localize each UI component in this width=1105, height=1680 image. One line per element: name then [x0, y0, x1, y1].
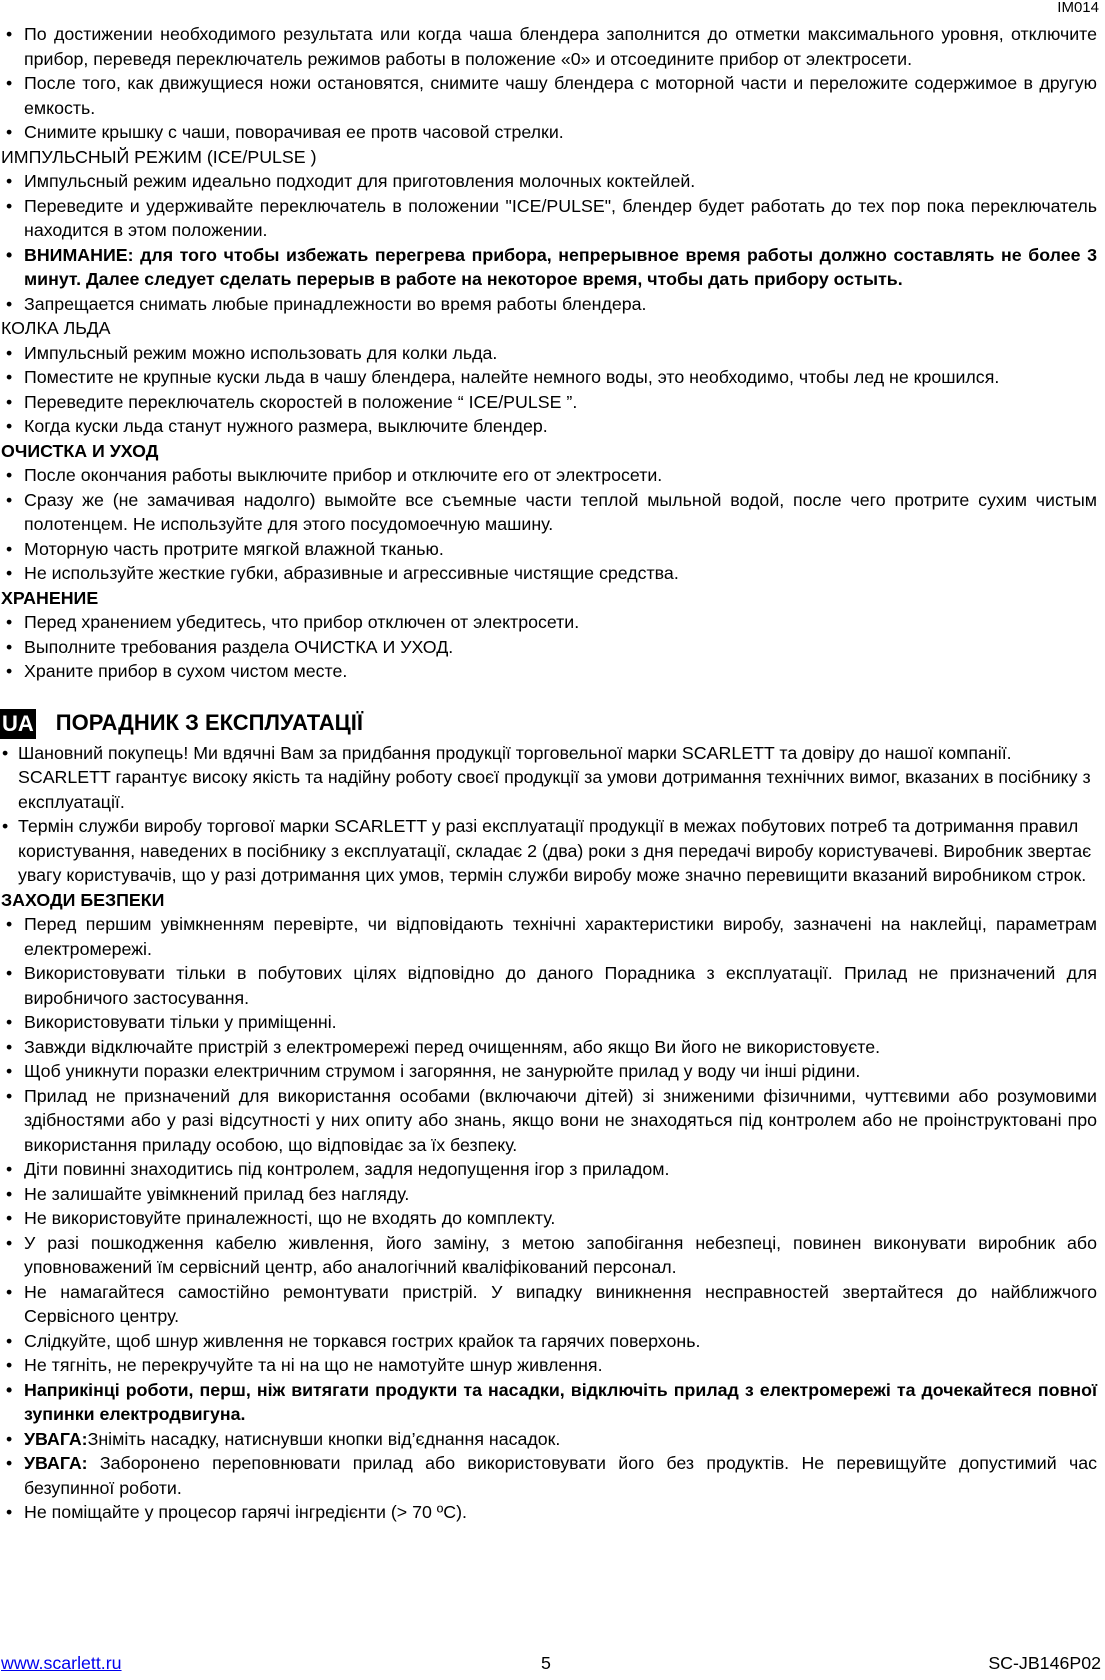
list-item: • Храните прибор в сухом чистом месте.: [0, 659, 1097, 684]
list-item: • Використовувати тільки в побутових цілях відповідно до даного Порадника з експлуатації. Прилад не призначений для виробничого застосування.: [0, 961, 1097, 1010]
list-item: • Моторную часть протрите мягкой влажной тканью.: [0, 537, 1097, 562]
list-item: • Термін служби виробу торгової марки SCARLETT у разі експлуатації продукції в межах побутових потреб та дотримання правил користування, наведених в посібнику з експлуатації, складає 2 (два) роки з дня передачі виробу користувачеві. Виробник звертає увагу користувачів, що у разі дотримання цих умов, термін служби виробу може значно перевищити вказаний виробником строк.: [0, 814, 1097, 888]
list-item: • Поместите не крупные куски льда в чашу блендера, налейте немного воды, это необходимо, чтобы лед не крошился.: [0, 365, 1097, 390]
model-number: SC-JB146P02: [988, 1653, 1101, 1673]
list-item: • Діти повинні знаходитись під контролем, задля недопущення ігор з приладом.: [0, 1157, 1097, 1182]
document-code: IM014: [1057, 0, 1099, 16]
warning-label: УВАГА:: [24, 1453, 88, 1473]
list-item: • Не використовуйте приналежності, що не входять до комплекту.: [0, 1206, 1097, 1231]
language-badge: UA: [0, 709, 36, 739]
warning-item: • Наприкінці роботи, перш, ніж витягати продукти та насадки, відключіть прилад з електромережі та дочекайтеся повної зупинки електродвигуна.: [0, 1378, 1097, 1427]
warning-text: Заборонено переповнювати прилад або використовувати його без продуктів. Не перевищуйте допустимий час безупинної роботи.: [24, 1453, 1097, 1498]
list-item: • Импульсный режим можно использовать для колки льда.: [0, 341, 1097, 366]
list-item: • Не залишайте увімкнений прилад без нагляду.: [0, 1182, 1097, 1207]
list-item: • У разі пошкодження кабелю живлення, його заміну, з метою запобігання небезпеці, повинен виконувати виробник або уповноважений їм сервісний центр, або аналогічний кваліфікований персонал.: [0, 1231, 1097, 1280]
list-item: • Слідкуйте, щоб шнур живлення не торкався гострих крайок та гарячих поверхонь.: [0, 1329, 1097, 1354]
ru-ice-list: [0, 341, 1097, 439]
list-item: • Завжди відключайте пристрій з електромережі перед очищенням, або якщо Ви його не використовуєте.: [0, 1035, 1097, 1060]
section-heading-care: ОЧИСТКА И УХОД: [1, 440, 159, 461]
list-item: • Шановний покупець! Ми вдячні Вам за придбання продукції торговельної марки SCARLETT та довіру до нашої компанії. SCARLETT гарантує високу якість та надійну роботу своєї продукції за умови дотримання технічних вимог, вказаних в посібнику з експлуатації.: [0, 741, 1097, 815]
ru-care-list: [0, 463, 1097, 586]
list-item: • По достижении необходимого результата или когда чаша блендера заполнится до отметки максимального уровня, отключите прибор, переведя переключатель режимов работы в положение «0» и отсоедините прибор от электросети.: [0, 22, 1097, 71]
list-item: • Импульсный режим идеально подходит для приготовления молочных коктейлей.: [0, 169, 1097, 194]
warning-label: УВАГА:: [24, 1428, 88, 1449]
list-item: • Не тягніть, не перекручуйте та ні на що не намотуйте шнур живлення.: [0, 1353, 1097, 1378]
warning-text: Зніміть насадку, натиснувши кнопки від’єднання насадок.: [87, 1428, 561, 1449]
ua-safety-list: [0, 912, 1097, 1525]
ru-pulse-list: [0, 169, 1097, 316]
warning-item: [0, 1451, 1097, 1500]
list-item: • Перед хранением убедитесь, что прибор отключен от электросети.: [0, 610, 1097, 635]
warning-item: [0, 1427, 1097, 1452]
list-item: • Переведите и удерживайте переключатель в положении "ICE/PULSE", блендер будет работать до тех пор пока переключатель находится в этом положении.: [0, 194, 1097, 243]
warning-item: • ВНИМАНИЕ: для того чтобы избежать перегрева прибора, непрерывное время работы должно составлять не более 3 минут. Далее следует сделать перерыв в работе на некоторое время, чтобы дать прибору остыть.: [0, 243, 1097, 292]
list-item: • После того, как движущиеся ножи остановятся, снимите чашу блендера с моторной части и переложите содержимое в другую емкость.: [0, 71, 1097, 120]
page-number: 5: [541, 1653, 551, 1673]
ru-storage-list: [0, 610, 1097, 684]
section-heading-ice: КОЛКА ЛЬДА: [1, 318, 111, 338]
list-item: • Перед першим увімкненням перевірте, чи відповідають технічні характеристики виробу, зазначені на наклейці, параметрам електромережі.: [0, 912, 1097, 961]
list-item: • После окончания работы выключите прибор и отключите его от электросети.: [0, 463, 1097, 488]
section-heading-pulse: ИМПУЛЬСНЫЙ РЕЖИМ (ICE/PULSE ): [1, 146, 317, 167]
section-heading-storage: ХРАНЕНИЕ: [1, 587, 99, 608]
list-item: • Не намагайтеся самостійно ремонтувати пристрій. У випадку виникнення несправностей звертайтеся до найближчого Сервісного центру.: [0, 1280, 1097, 1329]
list-item: • Не используйте жесткие губки, абразивные и агрессивные чистящие средства.: [0, 561, 1097, 586]
list-item: • Переведите переключатель скоростей в положение “ ICE/PULSE ”.: [0, 390, 1097, 415]
ua-section-title: ПОРАДНИК З ЕКСПЛУАТАЦІЇ: [55, 710, 363, 736]
list-item: • Не поміщайте у процесор гарячі інгредієнти (> 70 ºC).: [0, 1500, 1097, 1525]
page-footer: [0, 1651, 1105, 1675]
list-item: • Щоб уникнути поразки електричним струмом і загоряння, не занурюйте прилад у воду чи інші рідини.: [0, 1059, 1097, 1084]
list-item: • Сразу же (не замачивая надолго) вымойте все съемные части теплой мыльной водой, после чего протрите сухим чистым полотенцем. Не используйте для этого посудомоечную машину.: [0, 488, 1097, 537]
list-item: • Выполните требования раздела ОЧИСТКА И УХОД.: [0, 635, 1097, 660]
section-heading-safety: ЗАХОДИ БЕЗПЕКИ: [1, 889, 165, 910]
list-item: • Прилад не призначений для використання особами (включаючи дітей) зі зниженими фізичними, чуттєвими або розумовими здібностями або у разі відсутності у них опиту або знань, якщо вони не знаходяться під контролем або не проінструктовані про використання приладу особою, що відповідає за їх безпеку.: [0, 1084, 1097, 1158]
list-item: • Запрещается снимать любые принадлежности во время работы блендера.: [0, 292, 1097, 317]
page-content: [0, 22, 1097, 1525]
website-link[interactable]: www.scarlett.ru: [1, 1653, 122, 1673]
list-item: • Снимите крышку с чаши, поворачивая ее протв часовой стрелки.: [0, 120, 1097, 145]
list-item: • Використовувати тільки у приміщенні.: [0, 1010, 1097, 1035]
ua-intro-list: [0, 741, 1097, 888]
list-item: • Когда куски льда станут нужного размера, выключите блендер.: [0, 414, 1097, 439]
ua-section-heading: [0, 707, 1097, 741]
section-gap: [0, 684, 1097, 707]
ru-intro-list: [0, 22, 1097, 145]
